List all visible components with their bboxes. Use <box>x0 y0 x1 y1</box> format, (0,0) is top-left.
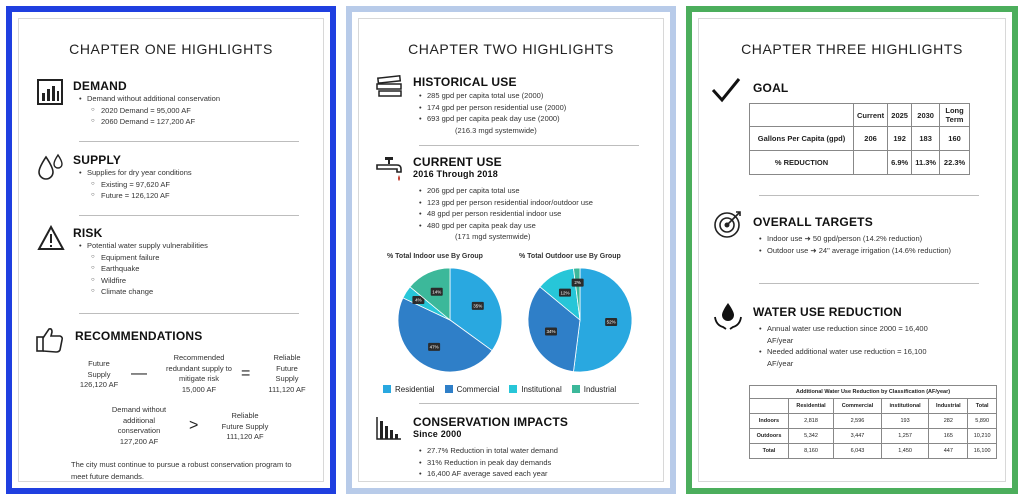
divider <box>759 195 979 196</box>
current-list <box>419 185 659 243</box>
conservation-list <box>419 445 659 480</box>
equals-operator: = <box>241 365 251 382</box>
supply-bullet: • Supplies for dry year conditions <box>79 167 319 179</box>
goal-table <box>749 103 970 175</box>
outdoor-pie-chart <box>525 265 635 375</box>
minus-operator: — <box>131 365 147 382</box>
water-drops-icon <box>37 153 65 183</box>
divider <box>79 313 299 314</box>
divider <box>79 141 299 142</box>
conservation-item: • 16,400 AF average saved each year <box>419 468 659 480</box>
conservation-item: • 27.7% Reduction in total water demand <box>419 445 659 457</box>
faucet-icon <box>375 155 405 185</box>
current-note: (171 mgd systemwide) <box>455 232 531 241</box>
classification-header-row: Residential Commercial institutional Industrial Total <box>750 399 997 414</box>
current-item: • 123 gpd per person residential indoor/outdoor use <box>419 197 659 209</box>
pie-label: 35% <box>473 303 483 309</box>
historical-list <box>419 90 659 136</box>
reduction-item: • Needed additional water use reduction = 16,100 AF/year <box>759 346 939 369</box>
pie-label: 14% <box>432 289 442 295</box>
historical-item: • 285 gpd per capita total use (2000) <box>419 90 659 102</box>
divider <box>759 283 979 284</box>
supply-future: ○ Future = 126,120 AF <box>79 190 319 202</box>
risk-item: ○ Equipment failure <box>79 252 319 264</box>
water-hands-icon <box>713 301 743 331</box>
checkmark-icon <box>711 77 741 103</box>
conservation-item: • 31% Reduction in peak day demands <box>419 457 659 469</box>
goal-heading: GOAL <box>753 81 789 95</box>
goal-reduction-row: % REDUCTION 6.9% 11.3% 22.3% <box>750 151 970 175</box>
future-supply-text: Future Supply 126,120 AF <box>79 359 119 389</box>
classification-row-outdoors: Outdoors 5,342 3,447 1,257 165 10,210 <box>750 429 997 444</box>
target-item: • Indoor use ➜ 50 gpd/person (14.2% reduction) <box>759 233 1009 245</box>
recommendations-heading: RECOMMENDATIONS <box>75 329 203 343</box>
warning-icon <box>37 225 65 251</box>
redundant-supply-text: Recommended redundant supply to mitigate risk 15,000 AF <box>166 353 232 394</box>
classification-row-indoors: Indoors 2,818 2,596 193 282 5,890 <box>750 414 997 429</box>
pie-label: 52% <box>606 319 616 325</box>
pie-label: 12% <box>560 290 570 296</box>
indoor-pie-chart <box>395 265 505 375</box>
reduction-item: • Annual water use reduction since 2000 = 16,400 AF/year <box>759 323 939 346</box>
current-item: • 48 gpd per person residential indoor use <box>419 208 659 220</box>
goal-header-row: Current 2025 2030 Long Term <box>750 104 970 127</box>
supply-heading: SUPPLY <box>73 153 122 167</box>
bar-chart-down-icon <box>375 415 403 441</box>
pie-label: 4% <box>415 297 422 303</box>
risk-heading: RISK <box>73 226 103 240</box>
target-item: • Outdoor use ➜ 24" average irrigation (14.6% reduction) <box>759 245 1009 257</box>
chapter-two-title: CHAPTER TWO HIGHLIGHTS <box>408 41 614 57</box>
targets-heading: OVERALL TARGETS <box>753 215 873 229</box>
demand-heading: DEMAND <box>73 79 127 93</box>
reduction-heading: WATER USE REDUCTION <box>753 305 902 319</box>
outdoor-pie-title: % Total Outdoor use By Group <box>519 253 621 260</box>
chapter-three-inner <box>698 18 1006 482</box>
risk-item: ○ Climate change <box>79 286 319 298</box>
demand-2020: ○ 2020 Demand = 95,000 AF <box>79 105 319 117</box>
current-item: • 480 gpd per capita peak day use <box>419 220 659 232</box>
demand-bullet: • Demand without additional conservation <box>79 93 319 105</box>
thumbs-up-icon <box>35 325 65 353</box>
historical-heading: HISTORICAL USE <box>413 75 517 89</box>
pie-label: 2% <box>574 280 581 286</box>
conservation-subheading: Since 2000 <box>413 429 462 439</box>
supply-existing: ○ Existing = 97,620 AF <box>79 179 319 191</box>
greater-than-operator: > <box>189 417 199 434</box>
reliable-future-text: Reliable Future Supply 111,120 AF <box>221 411 269 441</box>
target-icon <box>713 209 743 239</box>
goal-gpd-row: Gallons Per Capita (gpd) 206 192 183 160 <box>750 127 970 151</box>
current-heading: CURRENT USE <box>413 155 502 169</box>
chapter-one-inner <box>18 18 324 482</box>
risk-bullet: • Potential water supply vulnerabilities <box>79 240 319 252</box>
chapter-two-panel <box>346 6 676 494</box>
legend-industrial: Industrial <box>572 385 616 394</box>
classification-title-row: Additional Water Use Reduction by Classification (AF/year) <box>750 386 997 399</box>
divider <box>419 403 639 404</box>
current-subheading: 2016 Through 2018 <box>413 169 498 179</box>
chapter-one-title: CHAPTER ONE HIGHLIGHTS <box>69 41 273 57</box>
divider <box>79 215 299 216</box>
indoor-pie-title: % Total Indoor use By Group <box>387 253 483 260</box>
historical-item: • 693 gpd per capita peak day use (2000) <box>419 113 659 125</box>
chapter-one-panel <box>6 6 336 494</box>
legend-commercial: Commercial <box>445 385 500 394</box>
classification-row-total: Total 8,160 6,043 1,450 447 16,100 <box>750 444 997 459</box>
bar-chart-icon <box>37 79 63 105</box>
pie-legend <box>383 385 616 394</box>
books-icon <box>375 75 405 99</box>
demand-list <box>79 93 319 128</box>
chapter-two-inner <box>358 18 664 482</box>
risk-list <box>79 240 319 298</box>
current-item: • 206 gpd per capita total use <box>419 185 659 197</box>
targets-list <box>759 233 1009 256</box>
classification-table <box>749 385 997 459</box>
pie-label: 47% <box>429 344 439 350</box>
historical-note: (216.3 mgd systemwide) <box>455 125 537 135</box>
demand-without-text: Demand without additional conservation 127,200 AF <box>111 405 167 446</box>
historical-item: • 174 gpd per person residential use (2000) <box>419 102 659 114</box>
recommendation-footer: The city must continue to pursue a robust conservation program to meet future demands. <box>71 460 292 481</box>
risk-item: ○ Earthquake <box>79 263 319 275</box>
chapter-three-panel <box>686 6 1018 494</box>
supply-list <box>79 167 319 202</box>
risk-item: ○ Wildfire <box>79 275 319 287</box>
reliable-supply-text: Reliable Future Supply 111,120 AF <box>268 353 306 394</box>
legend-institutional: Institutional <box>509 385 561 394</box>
reduction-list <box>759 323 939 369</box>
pie-label: 34% <box>546 329 556 335</box>
chapter-three-title: CHAPTER THREE HIGHLIGHTS <box>741 41 963 57</box>
legend-residential: Residential <box>383 385 435 394</box>
demand-2060: ○ 2060 Demand = 127,200 AF <box>79 116 319 128</box>
divider <box>419 145 639 146</box>
conservation-heading: CONSERVATION IMPACTS <box>413 415 569 429</box>
